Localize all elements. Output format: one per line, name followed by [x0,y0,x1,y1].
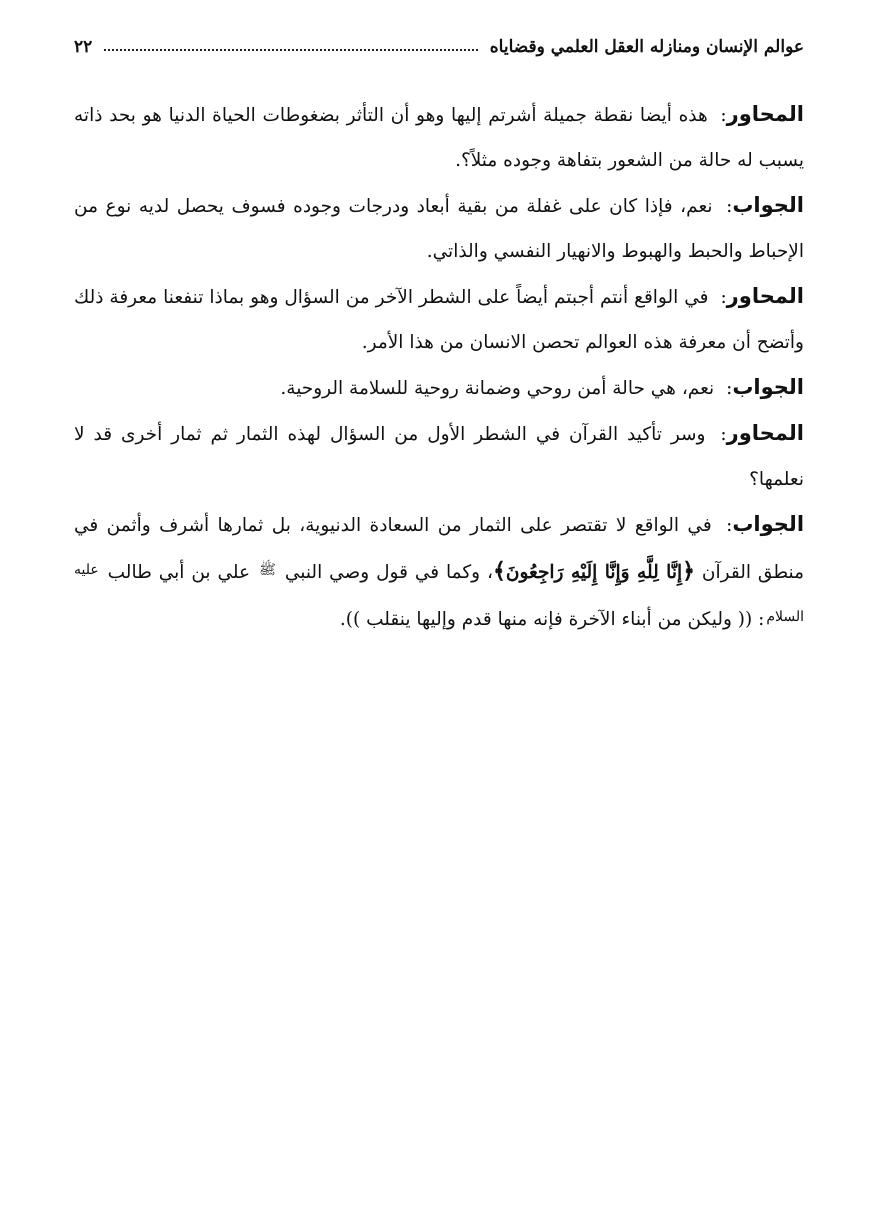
speaker-label: الجواب [732,193,804,217]
paragraph-text: في الواقع لا تقتصر على الثمار من السعادة الدنيوية، بل ثمارها أشرف وأثمن في منطق القرآن [74,515,805,583]
paragraph-text: نعم، هي حالة أمن روحي وضمانة روحية للسلامة الروحية. [280,378,715,399]
speaker-colon: : [720,105,727,126]
running-header [74,32,804,62]
paragraph-text: هذه أيضا نقطة جميلة أشرتم إليها وهو أن التأثر بضغوطات الحياة الدنيا هو بحد ذاته يسبب له حالة من الشعور بتفاهة وجوده مثلاً؟. [74,105,804,171]
paragraph-text: في الواقع أنتم أجبتم أيضاً على الشطر الآخر من السؤال وهو بماذا تنفعنا معرفة ذلك وأتضح أن معرفة هذه العوالم تحصن الانسان من هذا الأمر. [74,287,804,353]
paragraph-text: نعم، فإذا كان على غفلة من بقية أبعاد ودرجات وجوده فسوف يحصل لديه نوع من الإحباط والحبط والهبوط والانهيار النفسي والذاتي. [74,196,804,262]
speaker-colon: : [726,515,733,536]
dialogue-paragraph [74,183,804,274]
paragraph-text: ، وكما في قول وصي النبي [284,562,493,583]
header-dotted-leader [104,49,478,51]
page-body [74,92,804,642]
quran-quote [493,558,695,584]
dialogue-paragraph [74,274,804,365]
speaker-colon: : [726,378,733,399]
dialogue-paragraph [74,502,804,642]
page-number: ٢٢ [74,37,93,57]
speaker-label: الجواب [732,512,805,536]
quoted-saying: : (( وليكن من أبناء الآخرة فإنه منها قدم وإليها ينقلب )). [339,609,765,630]
speaker-label: المحاور [726,284,804,308]
speaker-label: المحاور [726,102,804,126]
dialogue-paragraph [74,411,804,502]
speaker-colon: : [720,424,727,445]
speaker-label: المحاور [726,421,804,445]
honorific-prophet-glyph: ﷺ [259,562,276,578]
dialogue-paragraph [74,365,804,411]
dialogue-paragraph [74,92,804,183]
paragraph-text: علي بن أبي طالب [107,562,251,583]
ornate-bracket-close: ﴾ [493,558,506,584]
speaker-label: الجواب [732,375,804,399]
quran-verse: إِنَّا لِلَّهِ وَإِنَّا إِلَيْهِ رَاجِعُونَ [505,562,683,583]
speaker-colon: : [726,196,733,217]
header-title: عوالم الإنسان ومنازله العقل العلمي وقضاياه [489,37,804,57]
paragraph-text: وسر تأكيد القرآن في الشطر الأول من السؤال لهذه الثمار ثم ثمار أخرى قد لا نعلمها؟ [74,424,804,490]
speaker-colon: : [720,287,727,308]
honorific-imam-glyph: عليه السلام [74,562,804,625]
ornate-bracket-open: ﴿ [682,558,695,584]
